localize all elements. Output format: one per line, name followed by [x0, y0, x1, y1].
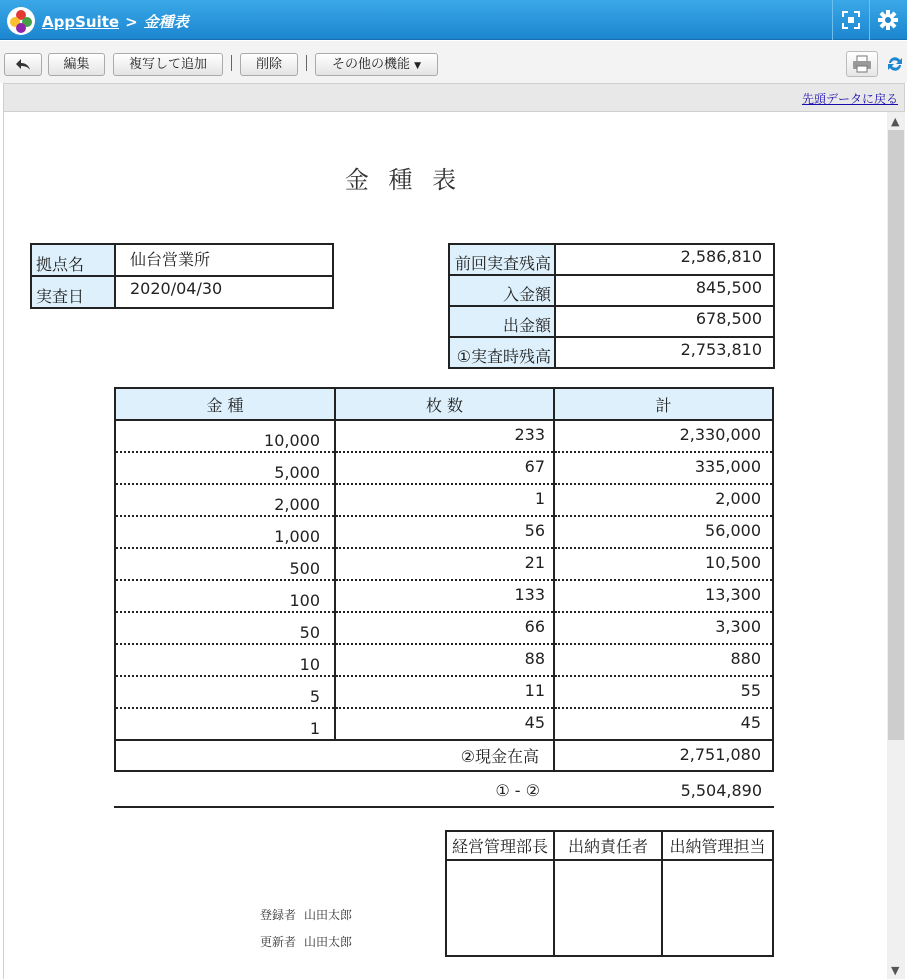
table-row: [115, 676, 773, 708]
count-cell: 56: [335, 516, 554, 548]
balance-value: 845,500: [555, 275, 774, 306]
signature-header: 経営管理部長: [446, 831, 554, 860]
total-cell: 2,000: [554, 484, 773, 516]
delete-button[interactable]: 削除: [240, 53, 298, 76]
count-cell: 45: [335, 708, 554, 740]
table-row: [115, 452, 773, 484]
scroll-thumb[interactable]: [888, 130, 904, 740]
denomination-cell: 10,000: [115, 420, 335, 452]
back-arrow-icon: [15, 58, 31, 72]
denomination-cell: 5: [115, 676, 335, 708]
table-row: [115, 516, 773, 548]
date-value: 2020/04/30: [115, 276, 333, 308]
fullscreen-button[interactable]: [832, 0, 869, 40]
branch-label: 拠点名: [31, 244, 115, 276]
branch-value: 仙台営業所: [115, 244, 333, 276]
table-row: [115, 484, 773, 516]
total-cell: 3,300: [554, 612, 773, 644]
scroll-down-icon[interactable]: ▼: [891, 964, 900, 977]
count-cell: 21: [335, 548, 554, 580]
count-cell: 88: [335, 644, 554, 676]
denomination-cell: 1,000: [115, 516, 335, 548]
count-cell: 133: [335, 580, 554, 612]
balance-value: 2,586,810: [555, 244, 774, 275]
more-functions-dropdown[interactable]: [315, 53, 438, 76]
total-cell: 13,300: [554, 580, 773, 612]
column-header: 計: [554, 388, 773, 420]
count-cell: 1: [335, 484, 554, 516]
count-cell: 11: [335, 676, 554, 708]
printer-icon: [852, 55, 872, 73]
more-functions-label: その他の機能: [331, 57, 410, 72]
signature-table: [445, 830, 774, 957]
denomination-cell: 50: [115, 612, 335, 644]
balance-label: ①実査時残高: [449, 337, 555, 368]
denomination-table: [114, 387, 774, 772]
total-cell: 10,500: [554, 548, 773, 580]
gear-icon: [877, 9, 899, 31]
registered-by: [260, 906, 352, 923]
app-link[interactable]: AppSuite: [42, 13, 120, 31]
breadcrumb: [42, 11, 189, 32]
scroll-up-icon[interactable]: ▲: [891, 115, 900, 128]
updated-label: 更新者: [260, 935, 297, 949]
total-cell: 2,330,000: [554, 420, 773, 452]
total-cell: 335,000: [554, 452, 773, 484]
document-title: 金 種 表: [344, 166, 463, 194]
divider: [231, 55, 232, 71]
cash-total-label: ②現金在高: [115, 740, 554, 771]
settings-button[interactable]: [869, 0, 906, 40]
info-table: [30, 243, 334, 309]
copy-add-button[interactable]: 複写して追加: [113, 53, 223, 76]
table-row: [115, 612, 773, 644]
total-cell: 55: [554, 676, 773, 708]
balance-table: [448, 243, 775, 369]
page-title: 金種表: [143, 13, 189, 31]
balance-label: 入金額: [449, 275, 555, 306]
total-cell: 45: [554, 708, 773, 740]
breadcrumb-separator: >: [125, 13, 138, 31]
signature-box: [446, 860, 554, 956]
difference-label: ① - ②: [495, 781, 540, 800]
denomination-cell: 10: [115, 644, 335, 676]
navigation-subbar: [3, 83, 905, 112]
column-header: 金 種: [115, 388, 335, 420]
fullscreen-icon: [841, 10, 861, 30]
table-row: [115, 548, 773, 580]
balance-label: 出金額: [449, 306, 555, 337]
denomination-cell: 100: [115, 580, 335, 612]
column-header: 枚 数: [335, 388, 554, 420]
updated-by: [260, 933, 352, 950]
back-to-top-link[interactable]: 先頭データに戻る: [801, 92, 898, 106]
vertical-scrollbar[interactable]: [887, 112, 905, 979]
cash-total-value: 2,751,080: [554, 740, 773, 771]
denomination-cell: 5,000: [115, 452, 335, 484]
table-row: [115, 420, 773, 452]
toolbar: [0, 41, 907, 83]
count-cell: 66: [335, 612, 554, 644]
app-header: [0, 0, 907, 40]
signature-box: [662, 860, 773, 956]
balance-label: 前回実査残高: [449, 244, 555, 275]
refresh-icon[interactable]: [885, 54, 905, 74]
table-row: [115, 708, 773, 740]
table-row: [115, 580, 773, 612]
balance-value: 678,500: [555, 306, 774, 337]
denomination-cell: 1: [115, 708, 335, 740]
registered-label: 登録者: [260, 908, 297, 922]
table-row: [115, 644, 773, 676]
difference-value: 5,504,890: [680, 781, 762, 800]
count-cell: 233: [335, 420, 554, 452]
signature-header: 出納管理担当: [662, 831, 773, 860]
total-cell: 880: [554, 644, 773, 676]
chevron-down-icon: ▼: [414, 61, 422, 71]
appsuite-logo-icon: [6, 6, 36, 36]
registered-name: 山田太郎: [304, 908, 353, 922]
updated-name: 山田太郎: [304, 935, 353, 949]
cash-total-row: [115, 740, 773, 771]
denomination-cell: 2,000: [115, 484, 335, 516]
signature-box: [554, 860, 662, 956]
denomination-cell: 500: [115, 548, 335, 580]
date-label: 実査日: [31, 276, 115, 308]
edit-button[interactable]: 編集: [48, 53, 105, 76]
print-button[interactable]: [846, 51, 878, 77]
back-button[interactable]: [4, 53, 42, 76]
signature-header: 出納責任者: [554, 831, 662, 860]
count-cell: 67: [335, 452, 554, 484]
divider: [306, 55, 307, 71]
balance-value: 2,753,810: [555, 337, 774, 368]
difference-row: [114, 777, 774, 808]
total-cell: 56,000: [554, 516, 773, 548]
